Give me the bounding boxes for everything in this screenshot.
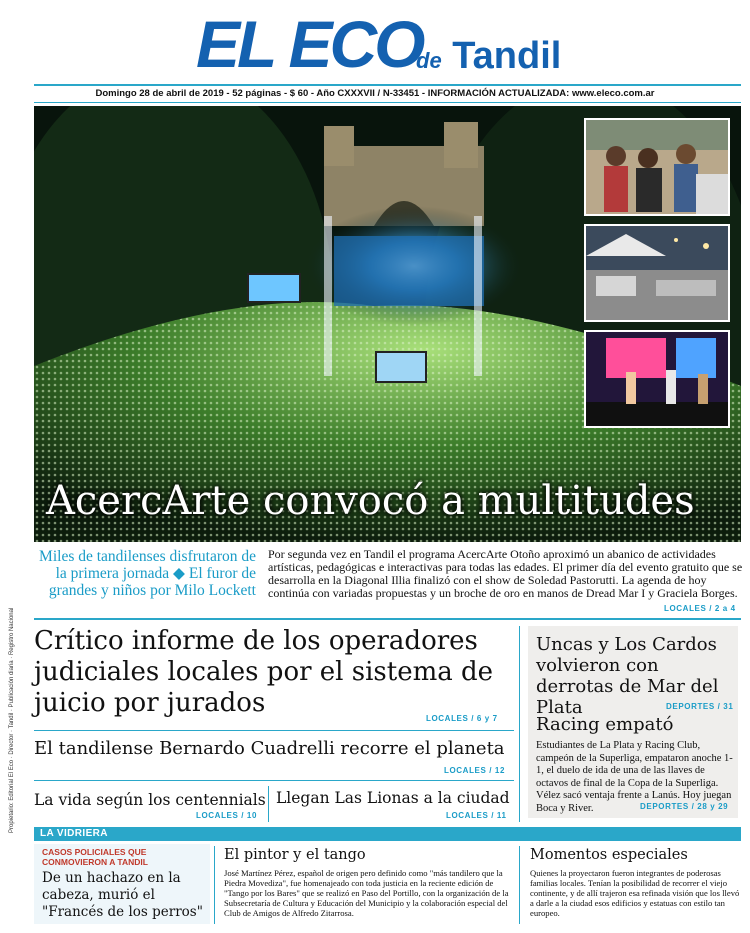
- side-credit: [2, 580, 14, 840]
- hero-photo[interactable]: [34, 106, 741, 542]
- lionas-section-tag[interactable]: LOCALES / 11: [446, 811, 507, 820]
- divider-cuadrelli: [34, 780, 514, 781]
- divider-vidriera-2: [519, 846, 520, 924]
- momentos-headline[interactable]: Momentos especiales: [530, 847, 688, 863]
- momentos-body: Quienes la proyectaron fueron integrantes de poderosas familias locales. Tenían la posibilidad de recorrer el viejo continente, y de allí trajeron esa refinada visión que los llevó a darle a la ciudad esos edificios y estatuas con estilo tan europeo.: [530, 868, 740, 918]
- thumb-photo-stands[interactable]: [584, 224, 730, 322]
- lead-section-tag[interactable]: LOCALES / 2 a 4: [664, 604, 736, 613]
- visitors-illustration: [586, 120, 730, 216]
- logo-wordmark[interactable]: EL ECO: [196, 7, 423, 81]
- dateline: Domingo 28 de abril de 2019 - 52 páginas - $ 60 - Año CXXXVII / N-33451 - INFORMACIÓN ACTUALIZADA: www.eleco.com.ar: [95, 88, 655, 99]
- side-credit-text: Propietario: Editorial El Eco · Director · Tandil · Publicación diaria · Registro Nacional: [9, 607, 15, 833]
- pintor-headline[interactable]: El pintor y el tango: [224, 847, 366, 863]
- racing-body: Estudiantes de La Plata y Racing Club, campeón de la Superliga, empataron anoche 1-1, el duelo de ida de una de las llaves de octavos de final de la Copa de la Superliga. Vélez sacó ventaja frente a Lanús. Hoy juegan Boca y River.: [536, 740, 733, 814]
- cuadrelli-section-tag[interactable]: LOCALES / 12: [444, 766, 505, 775]
- main-section-tag[interactable]: LOCALES / 6 y 7: [426, 714, 498, 723]
- casos-block[interactable]: [34, 844, 210, 924]
- centennials-section-tag[interactable]: LOCALES / 10: [196, 811, 257, 820]
- racing-headline[interactable]: Racing empató: [536, 714, 674, 735]
- uncas-section-tag[interactable]: DEPORTES / 31: [666, 702, 734, 711]
- divider-vertical-sidebar: [519, 626, 520, 822]
- logo-city: [416, 34, 561, 83]
- thumb-photo-stage[interactable]: [584, 330, 730, 428]
- divider-main: [34, 730, 514, 731]
- casos-tag: CASOS POLICIALES QUE CONMOVIERON A TANDIL: [42, 847, 148, 867]
- cuadrelli-headline[interactable]: El tandilense Bernardo Cuadrelli recorre el planeta: [34, 738, 505, 759]
- logo-city-name: Tandil: [452, 35, 562, 77]
- lionas-headline[interactable]: Llegan Las Lionas a la ciudad: [276, 789, 510, 807]
- uncas-headline[interactable]: Uncas y Los Cardos volvieron con derrotas de Mar del Plata: [536, 634, 719, 718]
- casos-headline[interactable]: De un hachazo en la cabeza, murió el "Francés de los perros": [42, 870, 203, 920]
- racing-section-tag[interactable]: DEPORTES / 28 y 29: [640, 802, 729, 811]
- logo-de: de: [416, 48, 442, 73]
- sports-sidebar: [528, 626, 738, 818]
- vidriera-bar: [34, 827, 741, 841]
- divider-vidriera-1: [214, 846, 215, 924]
- lead-body: Por segunda vez en Tandil el programa AcercArte Otoño aproximó un abanico de actividades artísticas, pedagógicas e interactivas para todas las edades. El primer día del evento gratuito que se desarrolla en la Diagonal Illia finalizó con el show de Soledad Pastorutti. La agenda de hoy continúa con variadas propuestas y un broche de oro en manos de Dread Mar I y Graciela Borges.: [268, 547, 743, 600]
- divider-lead: [34, 618, 741, 620]
- stands-illustration: [586, 226, 730, 322]
- vidriera-label: LA VIDRIERA: [40, 828, 108, 839]
- lead-subhead[interactable]: Miles de tandilenses disfrutaron de la primera jornada ◆ El furor de grandes y niños por Milo Lockett: [39, 548, 256, 599]
- masthead: [0, 0, 750, 84]
- masthead-rule-bottom: [34, 102, 741, 103]
- thumb-photo-visitors[interactable]: [584, 118, 730, 216]
- centennials-headline[interactable]: La vida según los centennials: [34, 791, 266, 809]
- pintor-body: José Martínez Pérez, español de origen pero definido como "más tandilero que la Piedra Movediza", fue homenajeado con toda justicia en la reciente edición de "Tango por los Bares" que se realizó en Paso del Portillo, con la organización de la Subsecretaría de Cultura y Educación del Municipio y la colaboración especial del Club de Amigos de Alfredo Zitarrosa.: [224, 868, 509, 918]
- divider-vertical-small: [268, 786, 269, 822]
- main-headline[interactable]: Crítico informe de los operadores judiciales locales por el sistema de juicio por jurados: [34, 626, 494, 718]
- hero-headline[interactable]: AcercArte convocó a multitudes: [46, 478, 695, 524]
- stage-illustration: [586, 332, 730, 428]
